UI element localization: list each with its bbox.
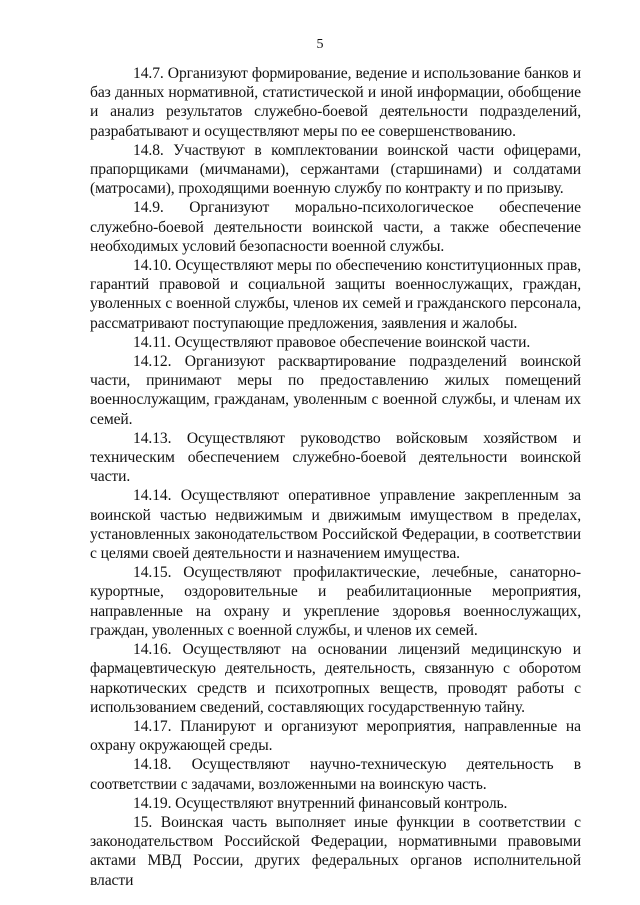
paragraph-14-18: 14.18. Осуществляют научно-техническую деятельность в соответствии с задачами, возложенными на воинскую часть. [90,756,581,793]
paragraph-14-8: 14.8. Участвуют в комплектовании воинской части офицерами, прапорщиками (мичманами), сержантами (старшинами) и солдатами (матросами), проходящими военную службу по контракту и по призыву. [90,141,581,198]
paragraph-14-9: 14.9. Организуют морально-психологическое обеспечение служебно-боевой деятельности воинской части, а также обеспечение необходимых условий безопасности военной службы. [90,199,581,255]
paragraph-14-15: 14.15. Осуществляют профилактические, лечебные, санаторно-курортные, оздоровительные и реабилитационные мероприятия, направленные на охрану и укрепление здоровья военнослужащих, граждан, уволенных с военной службы, и членов их семей. [90,564,581,639]
paragraph-14-7: 14.7. Организуют формирование, ведение и использование банков и баз данных нормативной, статистической и иной информации, обобщение и анализ результатов служебно-боевой деятельности подразделений, разрабатывают и осуществляют меры по ее совершенствованию. [90,65,581,140]
paragraph-14-19: 14.19. Осуществляют внутренний финансовый контроль. [133,794,508,812]
paragraph-14-17: 14.17. Планируют и организуют мероприятия, направленные на охрану окружающей среды. [90,717,581,755]
paragraph-14-12: 14.12. Организуют расквартирование подразделений воинской части, принимают меры по предоставлению жилых помещений военнослужащим, гражданам, уволенным с военной службы, и членам их семей. [90,353,581,428]
paragraph-14-14: 14.14. Осуществляют оперативное управление закрепленным за воинской частью недвижимым и движимым имуществом в пределах, установленных законодательством Российской Федерации, в соответствии с целями своей деятельности и назначением имущества. [90,487,581,563]
document-body [90,64,581,890]
paragraph-14-10: 14.10. Осуществляют меры по обеспечению конституционных прав, гарантий правовой и социальной защиты военнослужащих, граждан, уволенных с военной службы, членов их семей и гражданского персонала, рассматривают поступающие предложения, заявления и жалобы. [90,257,581,332]
paragraph-14-16: 14.16. Осуществляют на основании лицензий медицинскую и фармацевтическую деятельность, деятельность, связанную с оборотом наркотических средств и психотропных веществ, проводят работы с использованием сведений, составляющих государственную тайну. [90,641,581,716]
paragraph-14-13: 14.13. Осуществляют руководство войсковым хозяйством и техническим обеспечением служебно-боевой деятельности воинской части. [90,429,581,486]
paragraph-14-11: 14.11. Осуществляют правовое обеспечение воинской части. [133,333,531,351]
paragraph-15: 15. Воинская часть выполняет иные функции в соответствии с законодательством Российской Федерации, нормативными правовыми актами МВД России, других федеральных органов исполнительной власти [90,813,581,889]
page-number: 5 [316,37,324,52]
